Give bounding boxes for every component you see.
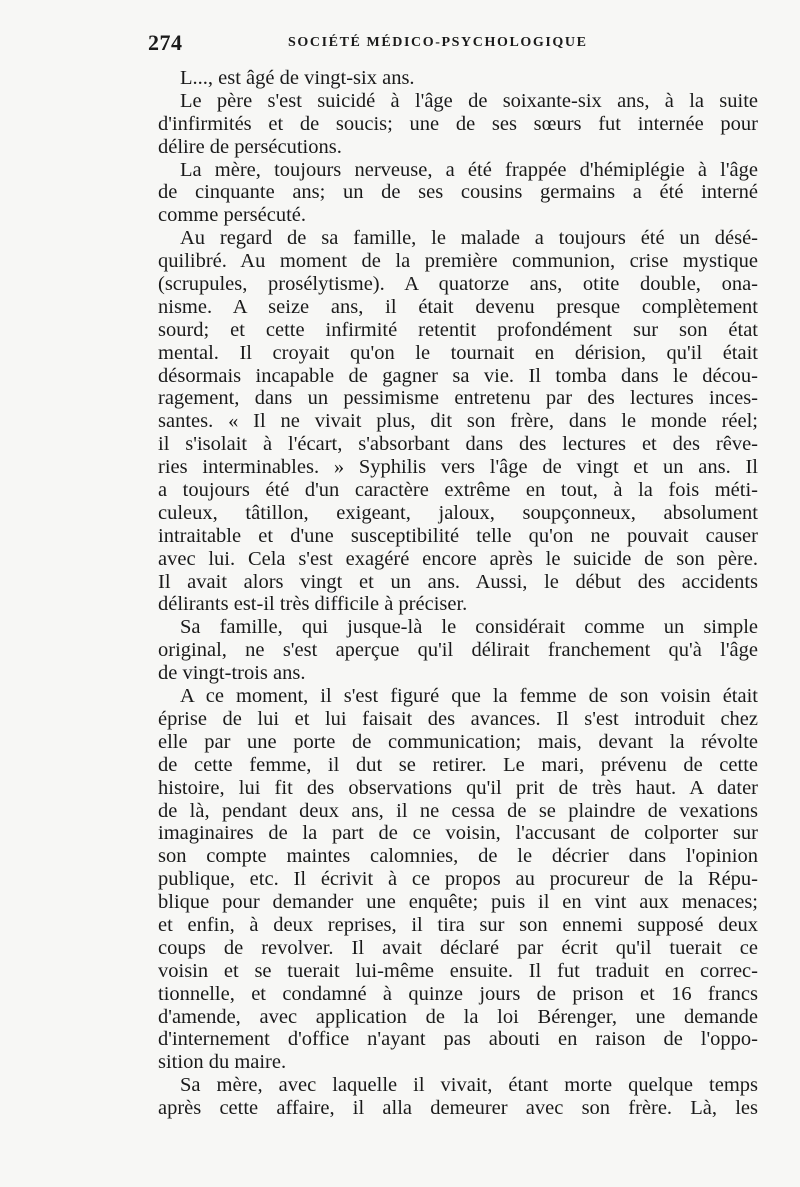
text-line: de cette femme, il dut se retirer. Le mari, prévenu de cette	[158, 753, 758, 776]
text-line: elle par une porte de communication; mais, devant la révolte	[158, 730, 758, 753]
text-line: histoire, lui fit des observations qu'il prit de très haut. A dater	[158, 776, 758, 799]
text-line: voisin et se tuerait lui-même ensuite. Il fut traduit en correc-	[158, 959, 758, 982]
text-line: intraitable et d'une susceptibilité telle qu'on ne pouvait causer	[158, 524, 758, 547]
running-head: SOCIÉTÉ MÉDICO-PSYCHOLOGIQUE	[288, 35, 588, 50]
text-line: (scrupules, prosélytisme). A quatorze ans, otite double, ona-	[158, 273, 758, 296]
text-line: éprise de lui et lui faisait des avances. Il s'est introduit chez	[158, 707, 758, 730]
text-line: santes. « Il ne vivait plus, dit son frère, dans le monde réel;	[158, 410, 758, 433]
text-line: tionnelle, et condamné à quinze jours de prison et 16 francs	[158, 982, 758, 1005]
body-text	[158, 67, 758, 1120]
text-line: comme persécuté.	[158, 204, 306, 227]
text-line: de là, pendant deux ans, il ne cessa de se plaindre de vexations	[158, 799, 758, 822]
text-line: culeux, tâtillon, exigeant, jaloux, soupçonneux, absolument	[158, 501, 758, 524]
text-line: nisme. A seize ans, il était devenu presque complètement	[158, 295, 758, 318]
text-line: de cinquante ans; un de ses cousins germains a été interné	[158, 181, 758, 204]
text-line: quilibré. Au moment de la première communion, crise mystique	[158, 250, 758, 273]
text-line: sition du maire.	[158, 1051, 287, 1074]
text-line: délirants est-il très difficile à préciser.	[158, 593, 468, 616]
text-line: original, ne s'est aperçue qu'il délirait franchement qu'à l'âge	[158, 639, 758, 662]
text-line: et enfin, à deux reprises, il tira sur son ennemi supposé deux	[158, 913, 758, 936]
text-line: A ce moment, il s'est figuré que la femme de son voisin était	[180, 685, 758, 708]
text-line: d'infirmités et de soucis; une de ses sœurs fut internée pour	[158, 112, 758, 135]
text-line: a toujours été d'un caractère extrême en tout, à la fois méti-	[158, 479, 758, 502]
text-line: désormais incapable de gagner sa vie. Il tomba dans le décou-	[158, 364, 758, 387]
text-line: d'internement d'office n'ayant pas abouti en raison de l'oppo-	[158, 1028, 758, 1051]
text-line: Au regard de sa famille, le malade a toujours été un désé-	[180, 227, 758, 250]
text-line: L..., est âgé de vingt-six ans.	[180, 67, 415, 89]
text-line: ries interminables. » Syphilis vers l'âge de vingt et un ans. Il	[158, 456, 758, 479]
text-line: il s'isolait à l'écart, s'absorbant dans des lectures et des rêve-	[158, 433, 758, 456]
text-line: imaginaires de la part de ce voisin, l'accusant de colporter sur	[158, 822, 758, 845]
text-line: après cette affaire, il alla demeurer avec son frère. Là, les	[158, 1097, 758, 1120]
text-line: blique pour demander une enquête; puis il en vint aux menaces;	[158, 891, 758, 914]
text-line: Il avait alors vingt et un ans. Aussi, le début des accidents	[158, 570, 758, 593]
text-line: Le père s'est suicidé à l'âge de soixante-six ans, à la suite	[180, 89, 758, 112]
page-number: 274	[148, 30, 183, 55]
text-line: sourd; et cette infirmité retentit profondément sur son état	[158, 318, 758, 341]
text-line: La mère, toujours nerveuse, a été frappée d'hémiplégie à l'âge	[180, 158, 758, 181]
text-line: Sa mère, avec laquelle il vivait, étant morte quelque temps	[180, 1074, 758, 1097]
text-line: délire de persécutions.	[158, 135, 342, 158]
text-line: ragement, dans un pessimisme entretenu par des lectures inces-	[158, 387, 758, 410]
text-line: avec lui. Cela s'est exagéré encore après le suicide de son père.	[158, 547, 758, 570]
text-line: coups de revolver. Il avait déclaré par écrit qu'il tuerait ce	[158, 936, 758, 959]
text-line: Sa famille, qui jusque-là le considérait comme un simple	[180, 616, 758, 639]
text-line: son compte maintes calomnies, de le décrier dans l'opinion	[158, 845, 758, 868]
text-line: de vingt-trois ans.	[158, 662, 306, 685]
text-line: mental. Il croyait qu'on le tournait en dérision, qu'il était	[158, 341, 758, 364]
text-line: d'amende, avec application de la loi Bérenger, une demande	[158, 1005, 758, 1028]
page-header	[148, 30, 760, 56]
text-line: publique, etc. Il écrivit à ce propos au procureur de la Répu-	[158, 868, 758, 891]
